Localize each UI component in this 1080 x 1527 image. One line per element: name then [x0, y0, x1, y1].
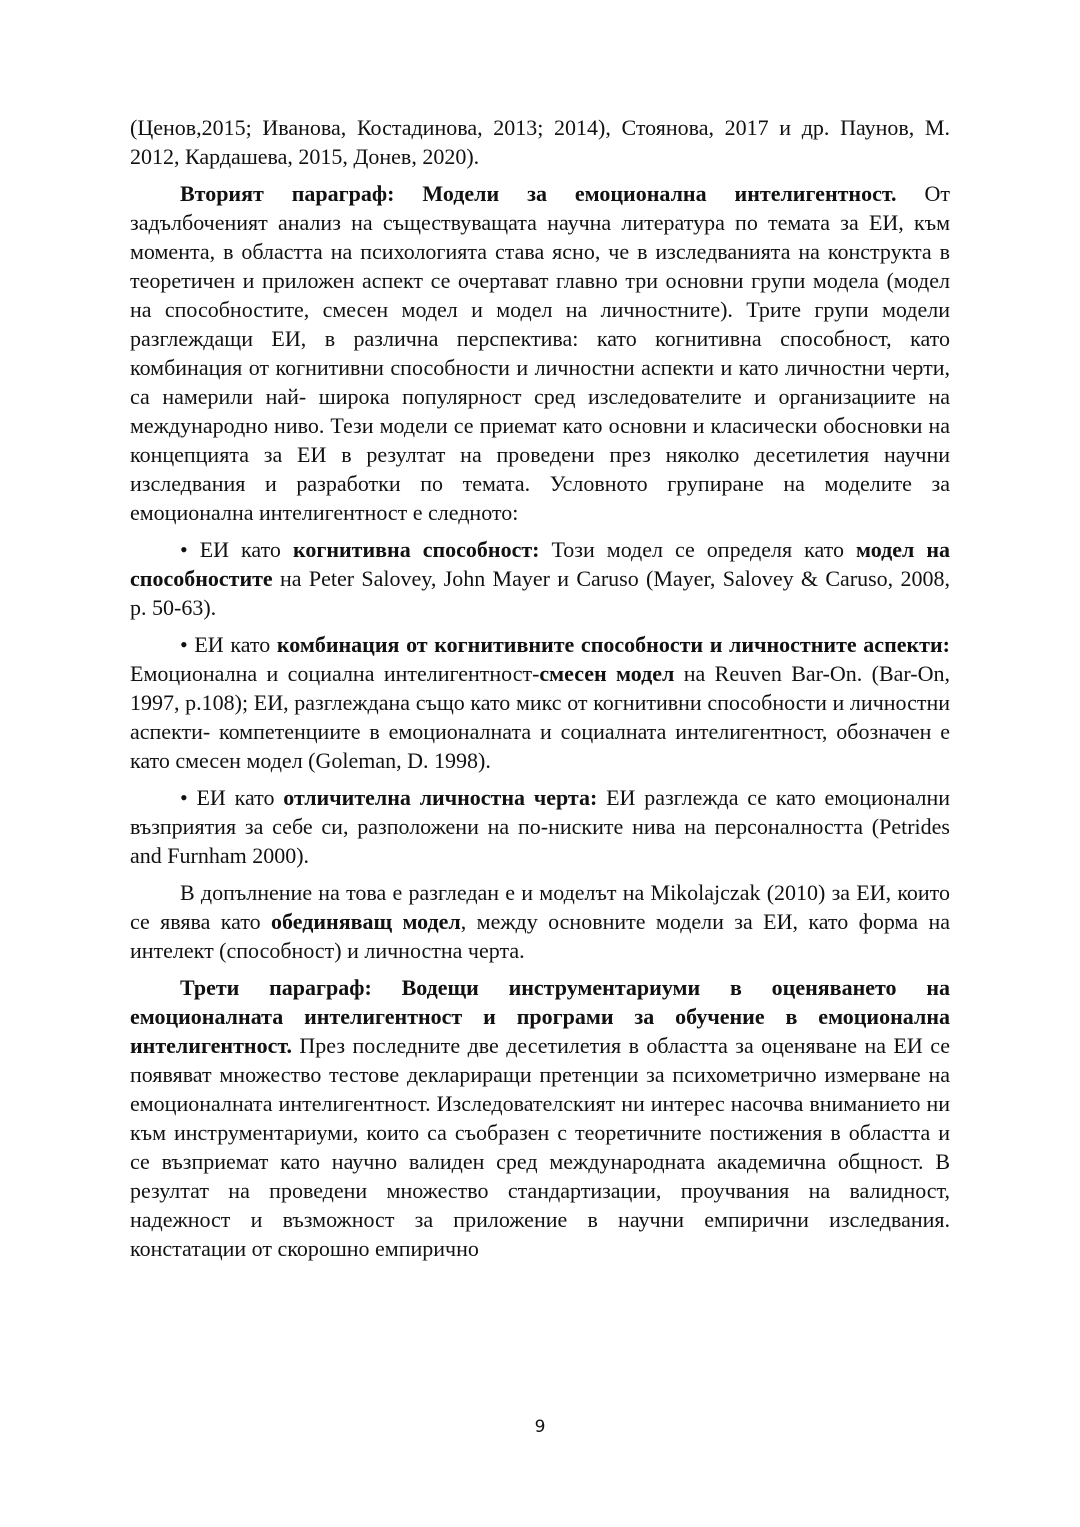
paragraph-citations	[130, 113, 950, 171]
paragraph-bullet-cognitive-ability	[130, 535, 950, 622]
text-run: , между основните модели за ЕИ, като форма на интелект (способност) и личностна черта.	[130, 909, 950, 963]
bold-term: комбинация от когнитивните способности и личностните аспекти:	[276, 632, 950, 657]
text-run: Този модел се определя като	[539, 537, 857, 562]
page-number: 9	[534, 1417, 546, 1437]
paragraph-unifying-model	[130, 878, 950, 965]
bold-term: смесен модел	[539, 661, 675, 686]
text-run: През последните две десетилетия в областта за оценяване на ЕИ се появяват множество тестове деклариращи претенции за психометрично измерване на емоционалната интелигентност. Изследователският ни интерес насочва вниманието ни към инструментариуми, които са съобразен с теоретичните постижения в областта и се възприемат като научно валиден сред международната академична общност. В резултат на проведени множество стандартизации, проучвания на валидност, надежност и възможност за приложение в научни емпирични изследвания. констатации от скорошно емпирично	[130, 1033, 950, 1261]
text-run: • ЕИ като	[180, 785, 284, 810]
text-run: • ЕИ като	[180, 537, 293, 562]
text-run: От задълбоченият анализ на съществуващата научна литература по темата за ЕИ, към момента, в областта на психологията става ясно, че в изследванията на конструкта в теоретичен и приложен аспект се очертават главно три основни групи модела (модел на способностите, смесен модел и модел на личностните). Трите групи модели разглеждащи ЕИ, в различна перспектива: като когнитивна способност, като комбинация от когнитивни способности и личностни аспекти и като личностни черти, са намерили най- широка популярност сред изследователите и организациите на международно ниво. Тези модели се приемат като основни и класически обосновки на концепцията за ЕИ в резултат на проведени през няколко десетилетия научни изследвания и разработки по темата. Условното групиране на моделите за емоционална интелигентност е следното:	[130, 181, 950, 525]
text-run: ЕИ разглежда се като емоционални възприятия за себе си, разположени на по-ниските нива на персоналността (Petrides and Furnham 2000).	[130, 785, 950, 868]
text-run: В допълнение на това е разгледан е и моделът на Mikolajczak (2010) за ЕИ, които се явява като	[130, 880, 950, 934]
bold-term: отличителна личностна черта:	[283, 785, 598, 810]
text-run: на Reuven Bar-On. (Bar-On, 1997, p.108); ЕИ, разглеждана също като микс от когнитивни способности и личностни аспекти- компетенциите в емоционалната и социалната интелигентност, обозначен е като смесен модел (Goleman, D. 1998).	[130, 661, 950, 773]
paragraph-second-section	[130, 179, 950, 527]
bold-term: когнитивна способност:	[292, 537, 540, 562]
section-heading: Трети параграф: Водещи инструментариуми в оценяването на емоционалната интелигентност и програми за обучение в емоционална интелигентност.	[130, 975, 950, 1058]
text-run: Емоционална и социална интелигентност-	[130, 661, 540, 686]
paragraph-third-section	[130, 973, 950, 1263]
text-run: • ЕИ като	[180, 632, 277, 657]
text-run: на Peter Salovey, John Mayer и Caruso (Mayer, Salovey & Caruso, 2008, p. 50-63).	[130, 566, 950, 620]
section-heading: Вторият параграф: Модели за емоционална интелигентност.	[180, 181, 897, 206]
document-page	[130, 113, 950, 1271]
paragraph-bullet-mixed-model	[130, 630, 950, 775]
text-run: (Ценов,2015; Иванова, Костадинова, 2013; 2014), Стоянова, 2017 и др. Паунов, М. 2012, Кардашева, 2015, Донев, 2020).	[130, 115, 950, 169]
bold-term: обединяващ модел	[271, 909, 461, 934]
bold-term: модел на способностите	[130, 537, 950, 591]
paragraph-bullet-trait	[130, 783, 950, 870]
